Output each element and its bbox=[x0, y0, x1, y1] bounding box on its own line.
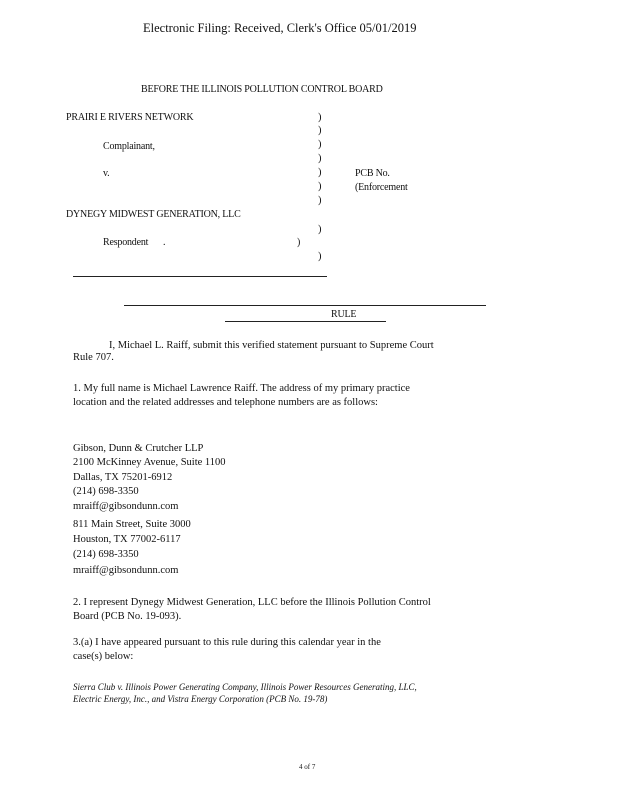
email-line: mraiff@gibsondunn.com bbox=[73, 565, 179, 576]
address-line: 2100 McKinney Avenue, Suite 1100 bbox=[73, 457, 226, 468]
page-number: 4 of 7 bbox=[299, 763, 316, 771]
address-line: 811 Main Street, Suite 3000 bbox=[73, 519, 191, 530]
versus-label: v. bbox=[103, 168, 110, 179]
caption-paren: ) bbox=[318, 153, 322, 164]
paragraph-1: location and the related addresses and telephone numbers are as follows: bbox=[73, 397, 378, 408]
respondent-period: . bbox=[163, 237, 166, 248]
filing-stamp: Electronic Filing: Received, Clerk's Office 05/01/2019 bbox=[143, 21, 417, 35]
caption-paren: ) bbox=[318, 139, 322, 150]
paragraph-3: 3.(a) I have appeared pursuant to this rule during this calendar year in the bbox=[73, 637, 381, 648]
caption-paren: ) bbox=[318, 195, 322, 206]
caption-paren: ) bbox=[318, 181, 322, 192]
address-line: Dallas, TX 75201-6912 bbox=[73, 472, 173, 483]
case-number: PCB No. bbox=[355, 168, 390, 179]
address-line: Gibson, Dunn & Crutcher LLP bbox=[73, 443, 204, 454]
complainant-name: PRAIRI E RIVERS NETWORK bbox=[66, 112, 194, 123]
case-citation: Electric Energy, Inc., and Vistra Energy Corporation (PCB No. 19-78) bbox=[73, 694, 328, 704]
caption-paren: ) bbox=[318, 167, 322, 178]
paragraph-3: case(s) below: bbox=[73, 651, 134, 662]
title-underline bbox=[225, 321, 386, 322]
complainant-role: Complainant, bbox=[103, 141, 155, 152]
address-line: (214) 698-3350 bbox=[73, 549, 139, 560]
case-citation: Sierra Club v. Illinois Power Generating Company, Illinois Power Resources Generating, LLC, bbox=[73, 682, 417, 692]
caption-paren: ) bbox=[318, 125, 322, 136]
email-line: mraiff@gibsondunn.com bbox=[73, 501, 179, 512]
address-line: Houston, TX 77002-6117 bbox=[73, 534, 181, 545]
title-rule-top bbox=[124, 305, 486, 306]
board-heading: BEFORE THE ILLINOIS POLLUTION CONTROL BOARD bbox=[141, 84, 383, 95]
respondent-role: Respondent bbox=[103, 237, 149, 248]
address-line: (214) 698-3350 bbox=[73, 486, 139, 497]
caption-paren: ) bbox=[318, 224, 322, 235]
caption-divider bbox=[73, 276, 327, 277]
paragraph-2: Board (PCB No. 19-093). bbox=[73, 611, 182, 622]
intro-line: I, Michael L. Raiff, submit this verified statement pursuant to Supreme Court bbox=[109, 340, 434, 351]
case-type: (Enforcement bbox=[355, 182, 408, 193]
document-title: RULE bbox=[331, 309, 357, 320]
respondent-paren: ) bbox=[297, 237, 301, 248]
caption-paren: ) bbox=[318, 251, 322, 262]
paragraph-1: 1. My full name is Michael Lawrence Raiff. The address of my primary practice bbox=[73, 383, 410, 394]
paragraph-2: 2. I represent Dynegy Midwest Generation, LLC before the Illinois Pollution Control bbox=[73, 597, 431, 608]
respondent-name: DYNEGY MIDWEST GENERATION, LLC bbox=[66, 209, 241, 220]
intro-line: Rule 707. bbox=[73, 352, 114, 363]
caption-paren: ) bbox=[318, 112, 322, 123]
